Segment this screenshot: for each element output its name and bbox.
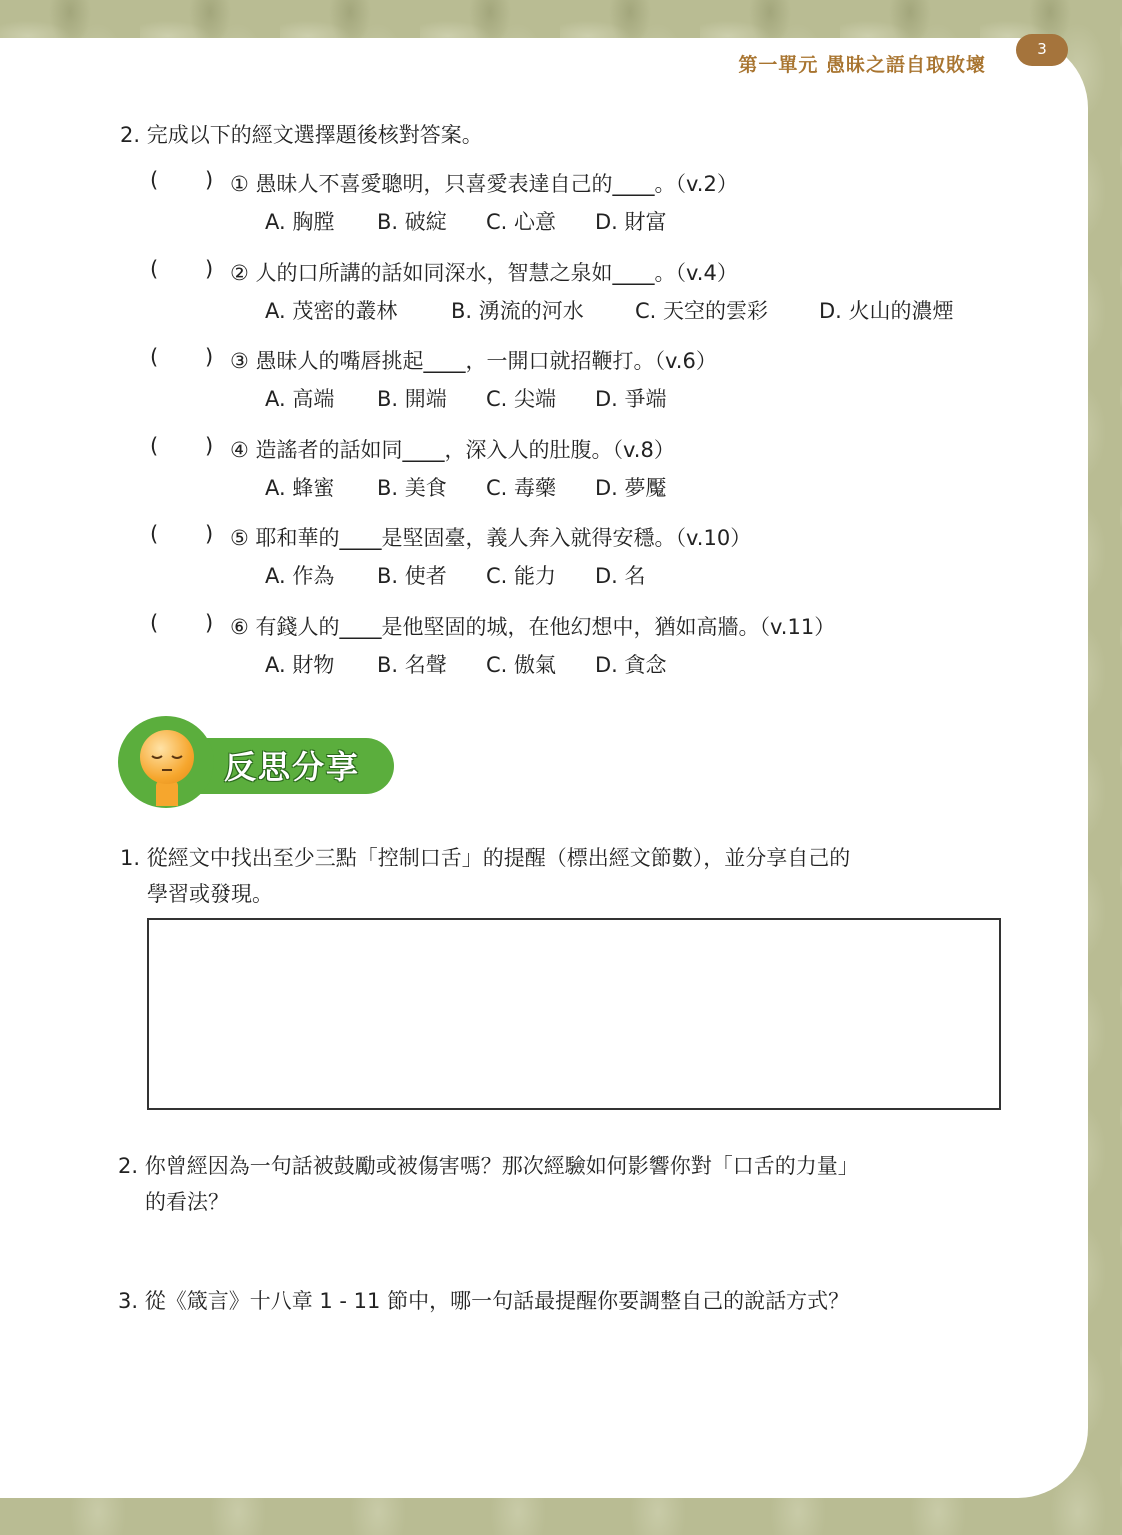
question-text: ⑥ 有錢人的____是他堅固的城，在他幻想中，猶如高牆。（v.11） [230,615,836,639]
option-b: B. 使者 [377,564,447,588]
option-b: B. 名聲 [377,653,447,677]
option-c: C. 能力 [486,564,557,588]
option-d: D. 夢魘 [595,476,667,500]
mcq-item [150,522,1010,602]
question-text: ③ 愚昧人的嘴唇挑起____，一開口就招鞭打。（v.6） [230,349,717,373]
thinking-face-icon [118,716,214,808]
option-c: C. 心意 [486,210,557,234]
answer-paren-close: ) [205,611,214,635]
unit-title: 第一單元 愚昧之語自取敗壞 [738,54,986,76]
question-line: 1. 從經文中找出至少三點「控制口舌」的提醒（標出經文節數），並分享自己的 [120,846,851,870]
question-text: ① 愚昧人不喜愛聰明，只喜愛表達自己的____。（v.2） [230,172,738,196]
question-line: 2. 你曾經因為一句話被鼓勵或被傷害嗎？那次經驗如何影響你對「口舌的力量」 [118,1154,859,1178]
option-a: A. 財物 [265,653,335,677]
answer-paren-open[interactable]: ( [150,345,159,369]
option-d: D. 爭端 [595,387,667,411]
section-title: 反思分享 [224,748,361,786]
answer-paren-open[interactable]: ( [150,257,159,281]
answer-paren-open[interactable]: ( [150,522,159,546]
options-row [265,560,646,590]
options-row [265,383,667,413]
mcq-item [150,434,1010,514]
reflection-question-3: 3. 從《箴言》十八章 1 - 11 節中，哪一句話最提醒你要調整自己的說話方式？ [118,1289,850,1313]
option-b: B. 開端 [377,387,447,411]
option-a: A. 胸膛 [265,210,335,234]
avatar-face [140,730,194,784]
answer-paren-close: ) [205,522,214,546]
page-number-badge: 3 [1016,34,1068,66]
option-c: C. 毒藥 [486,476,557,500]
option-a: A. 蜂蜜 [265,476,335,500]
option-c: C. 傲氣 [486,653,557,677]
option-b: B. 美食 [377,476,447,500]
mcq-item [150,345,1010,425]
reflection-question-2 [118,1148,859,1220]
answer-paren-close: ) [205,168,214,192]
reflection-question-1 [120,840,850,912]
options-row [265,206,667,236]
option-d: D. 火山的濃煙 [819,299,954,323]
option-d: D. 名 [595,564,646,588]
option-a: A. 高端 [265,387,335,411]
closed-eyes-icon [140,730,194,784]
mcq-item [150,257,1010,337]
answer-paren-open[interactable]: ( [150,168,159,192]
option-d: D. 財富 [595,210,667,234]
question-text: ② 人的口所講的話如同深水，智慧之泉如____。（v.4） [230,261,738,285]
question-text: ⑤ 耶和華的____是堅固臺，義人奔入就得安穩。（v.10） [230,526,752,550]
option-b: B. 湧流的河水 [451,299,584,323]
answer-paren-open[interactable]: ( [150,434,159,458]
exercise-heading: 2. 完成以下的經文選擇題後核對答案。 [120,123,483,147]
reflection-banner [118,716,398,808]
question-line: 的看法？ [145,1190,229,1214]
option-a: A. 作為 [265,564,335,588]
answer-paren-close: ) [205,257,214,281]
question-line: 學習或發現。 [147,882,273,906]
question-text: ④ 造謠者的話如同____，深入人的肚腹。（v.8） [230,438,675,462]
option-c: C. 尖端 [486,387,557,411]
option-a: A. 茂密的叢林 [265,299,398,323]
mcq-item [150,611,1010,691]
answer-paren-open[interactable]: ( [150,611,159,635]
answer-paren-close: ) [205,345,214,369]
answer-paren-close: ) [205,434,214,458]
option-c: C. 天空的雲彩 [635,299,769,323]
options-row [265,649,667,679]
mcq-item [150,168,1010,248]
option-d: D. 貪念 [595,653,667,677]
option-b: B. 破綻 [377,210,447,234]
options-row [265,472,667,502]
answer-box[interactable] [147,918,1001,1110]
options-row [265,295,954,325]
